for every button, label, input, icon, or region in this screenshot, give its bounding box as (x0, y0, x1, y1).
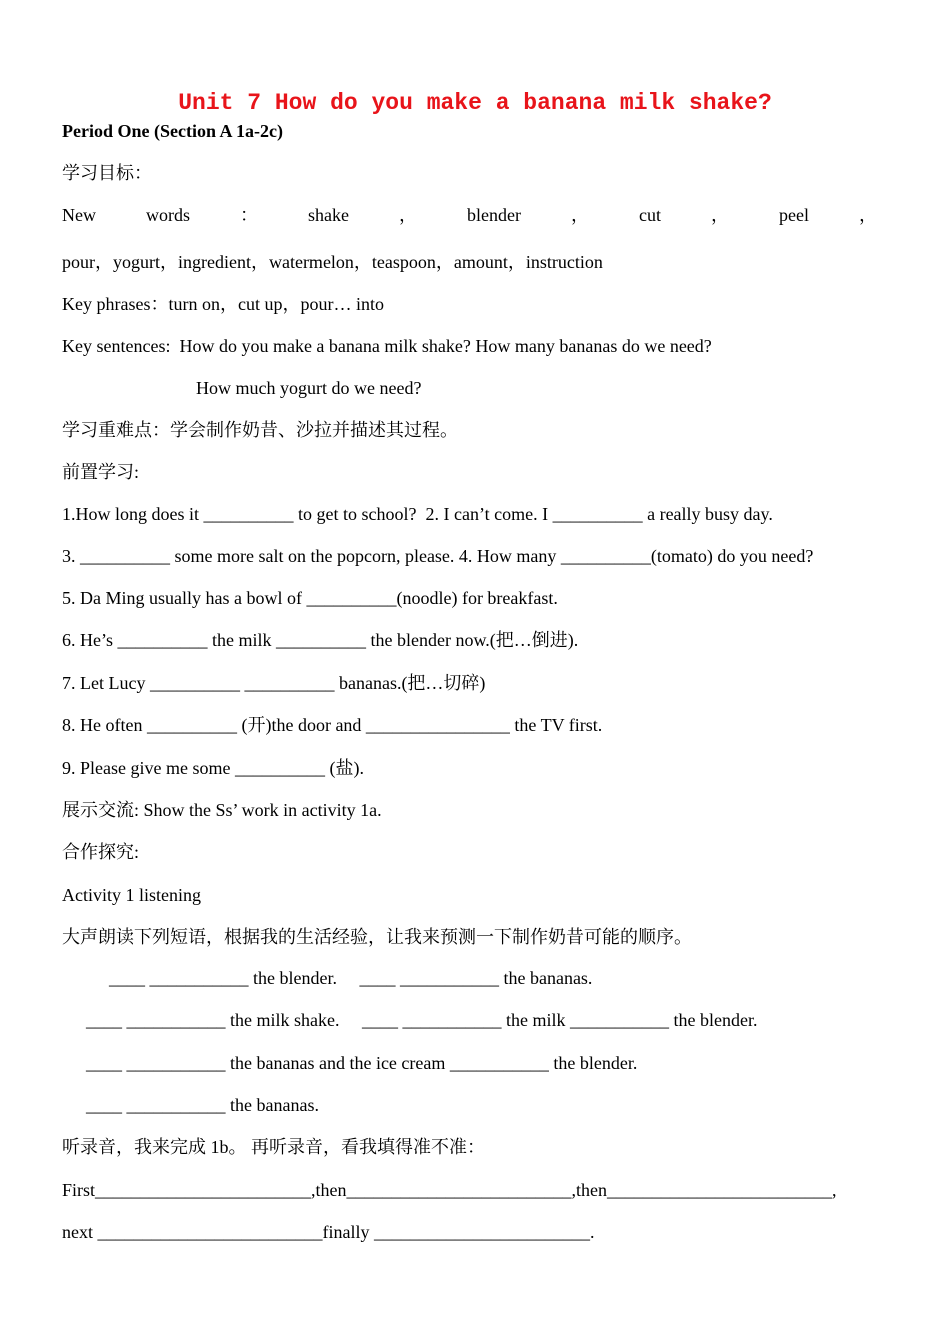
new-words-token: cut (638, 205, 661, 225)
exercise-line: 6. He’s __________ the milk __________ the blender now.(把…倒进). (62, 630, 579, 650)
new-words-token: words (146, 205, 190, 225)
preview-label: 前置学习: (62, 462, 140, 482)
show-exchange-line: 展示交流: Show the Ss’ work in activity 1a. (62, 800, 382, 820)
new-words-token: ， (858, 205, 877, 225)
exercise-line: 8. He often __________ (开)the door and ________________ the TV first. (62, 715, 603, 735)
listen-instruction: 听录音，我来完成 1b。 再听录音，看我填得准不准： (62, 1137, 485, 1157)
new-words-token: ， (398, 205, 417, 225)
new-words-token: New (62, 205, 96, 225)
key-phrases: Key phrases：turn on，cut up，pour… into (62, 294, 384, 314)
exercise-line: 3. __________ some more salt on the popcorn, please. 4. How many __________(tomato) do you need? (62, 546, 814, 566)
instruction-line: 大声朗读下列短语，根据我的生活经验，让我来预测一下制作奶昔可能的顺序。 (62, 927, 692, 947)
activity-title: Activity 1 listening (62, 885, 201, 905)
key-sentences-line-1: Key sentences: How do you make a banana milk shake? How many bananas do we need? (62, 336, 712, 356)
goals-label: 学习目标： (62, 163, 152, 183)
new-words-token: ： (240, 205, 258, 225)
new-words-token: ， (570, 205, 589, 225)
order-line: ____ ___________ the milk shake. ____ ___________ the milk ___________ the blender. (86, 1010, 758, 1030)
new-words-row (62, 204, 877, 226)
new-words-line-2: pour，yogurt，ingredient，watermelon，teaspoon，amount，instruction (62, 252, 603, 272)
focus-line: 学习重难点：学会制作奶昔、沙拉并描述其过程。 (62, 420, 458, 440)
cooperate-label: 合作探究: (62, 842, 140, 862)
order-line: ____ ___________ the bananas. (86, 1095, 319, 1115)
key-sentences-line-2: How much yogurt do we need? (196, 378, 422, 398)
exercise-line: 5. Da Ming usually has a bowl of __________(noodle) for breakfast. (62, 588, 558, 608)
exercise-line: 7. Let Lucy __________ __________ bananas.(把…切碎) (62, 673, 486, 693)
new-words-token: ， (710, 205, 729, 225)
period-heading: Period One (Section A 1a-2c) (62, 121, 283, 141)
order-line: ____ ___________ the blender. ____ ___________ the bananas. (109, 968, 593, 988)
new-words-token: blender (466, 205, 521, 225)
page-title: Unit 7 How do you make a banana milk shake? (178, 90, 772, 116)
exercise-line: 9. Please give me some __________ (盐). (62, 758, 364, 778)
new-words-token: peel (778, 205, 809, 225)
exercise-line: 1.How long does it __________ to get to school? 2. I can’t come. I __________ a really busy day. (62, 504, 773, 524)
order-line: ____ ___________ the bananas and the ice cream ___________ the blender. (86, 1053, 638, 1073)
sequence-line: First________________________,then_________________________,then_________________________, (62, 1180, 837, 1200)
sequence-line: next _________________________finally ________________________. (62, 1222, 595, 1242)
new-words-token: shake (308, 205, 349, 225)
